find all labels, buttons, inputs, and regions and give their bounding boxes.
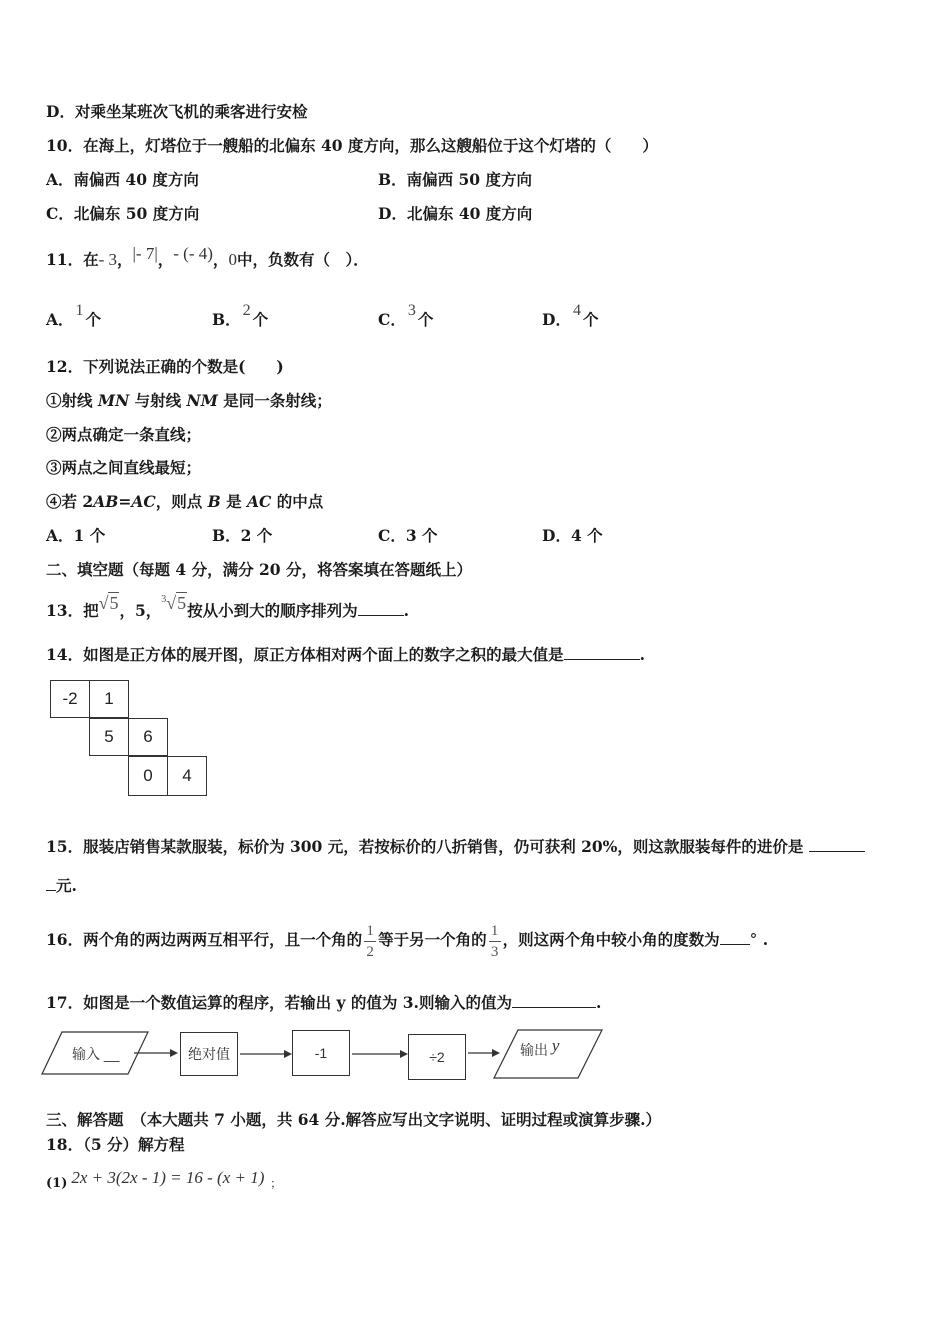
q14-answer-blank[interactable] <box>564 645 640 660</box>
arrowhead-1 <box>170 1049 178 1057</box>
section-3-heading: 三、解答题 （本大题共 7 小题，共 64 分.解答应写出文字说明、证明过程或演算步骤.） <box>46 1110 661 1129</box>
q17-stem: 17．如图是一个数值运算的程序，若输出 y 的值为 3.则输入的值为 . <box>46 993 602 1012</box>
section-2-heading: 二、填空题（每题 4 分，满分 20 分，将答案填在答题纸上） <box>46 560 472 579</box>
output-label: 输出 y <box>520 1036 560 1058</box>
q12-statement-2: ②两点确定一条直线； <box>46 425 202 444</box>
arrowhead-2 <box>284 1050 292 1058</box>
q11-num-neg3: - 3 <box>98 250 117 269</box>
q10-option-c: C．北偏东 50 度方向 <box>46 204 200 223</box>
q11-option-d: D． 4 个 <box>542 302 599 329</box>
q12-statement-4: ④若 2AB=AC，则点 B 是 AC 的中点 <box>46 492 324 511</box>
q12-statement-3: ③两点之间直线最短； <box>46 458 202 477</box>
q18-stem: 18．（5 分）解方程 <box>46 1135 185 1154</box>
q16-answer-blank[interactable] <box>720 930 750 945</box>
q13-stem: 13．把√5，5，$^3$√5按从小到大的顺序排列为 . <box>46 593 410 620</box>
q12-statement-1: ①射线 MN 与射线 NM 是同一条射线； <box>46 391 332 410</box>
q11-option-a: A． 1 个 <box>46 302 102 329</box>
q18-part-1: (1) 2x + 3(2x - 1) = 16 - (x + 1) ； <box>46 1168 282 1191</box>
q12-stem: 12．下列说法正确的个数是( ) <box>46 357 284 376</box>
cube-face: -2 <box>50 680 90 718</box>
q15-answer-blank-cont[interactable] <box>46 876 56 891</box>
cube-face: 1 <box>89 680 129 718</box>
q13-sqrt5: √5 <box>98 593 119 613</box>
divide-two-box: ÷2 <box>408 1034 466 1080</box>
cube-face: 4 <box>167 756 207 796</box>
q13-answer-blank[interactable] <box>358 601 404 616</box>
q10-stem: 10．在海上，灯塔位于一艘船的北偏东 40 度方向，那么这艘船位于这个灯塔的（ ） <box>46 136 658 155</box>
q10-option-b: B．南偏西 50 度方向 <box>378 170 532 189</box>
q9-option-d: D．对乘坐某班次飞机的乘客进行安检 <box>46 102 308 121</box>
q11-num-neg-neg4: - (- 4) <box>173 244 213 263</box>
fraction-one-half: $\frac{1}{2}$ <box>364 923 376 960</box>
q11-prefix: 11．在 <box>46 250 99 269</box>
q15-answer-blank[interactable] <box>809 837 865 852</box>
q11-num-zero: 0 <box>228 250 237 269</box>
q11-suffix: 中，负数有（ ）． <box>236 250 369 269</box>
q12-option-c: C．3 个 <box>378 526 438 545</box>
cube-face: 5 <box>89 718 129 756</box>
fraction-one-third: $\frac{1}{3}$ <box>489 923 501 960</box>
q11-num-abs7: |- 7| <box>132 244 158 263</box>
q11-option-b: B． 2 个 <box>212 302 269 329</box>
arrowhead-3 <box>400 1050 408 1058</box>
minus-one-box: -1 <box>292 1030 350 1076</box>
q18-equation: 2x + 3(2x - 1) = 16 - (x + 1) <box>71 1168 265 1187</box>
abs-value-box: 绝对值 <box>180 1032 238 1076</box>
q12-option-b: B．2 个 <box>212 526 273 545</box>
input-label: 输入 __ <box>72 1046 120 1062</box>
q16-stem: 16．两个角的两边两两互相平行，且一个角的 $\frac{1}{2}$ 等于另一个角的 $\frac{1}{3}$ ，则这两个角中较小角的度数为 ° . <box>46 922 769 960</box>
q15-stem-cont: 元. <box>46 876 77 896</box>
q13-cbrt5: $^3$√5 <box>161 593 187 613</box>
q12-option-a: A．1 个 <box>46 526 106 545</box>
q10-option-d: D．北偏东 40 度方向 <box>378 204 533 223</box>
arrowhead-4 <box>492 1049 500 1057</box>
q10-option-a: A．南偏西 40 度方向 <box>46 170 199 189</box>
cube-face: 6 <box>128 718 168 756</box>
cube-face: 0 <box>128 756 168 796</box>
q11-stem: 11．在- 3，|- 7|，- (- 4)，0中，负数有（ ）． <box>46 244 369 269</box>
q14-stem: 14．如图是正方体的展开图，原正方体相对两个面上的数字之积的最大值是 . <box>46 645 645 664</box>
q11-option-c: C． 3 个 <box>378 302 434 329</box>
q15-stem: 15．服装店销售某款服装，标价为 300 元，若按标价的八折销售，仍可获利 20%，则这款服装每件的进价是 <box>46 837 865 857</box>
q12-option-d: D．4 个 <box>542 526 603 545</box>
q17-answer-blank[interactable] <box>512 993 596 1008</box>
